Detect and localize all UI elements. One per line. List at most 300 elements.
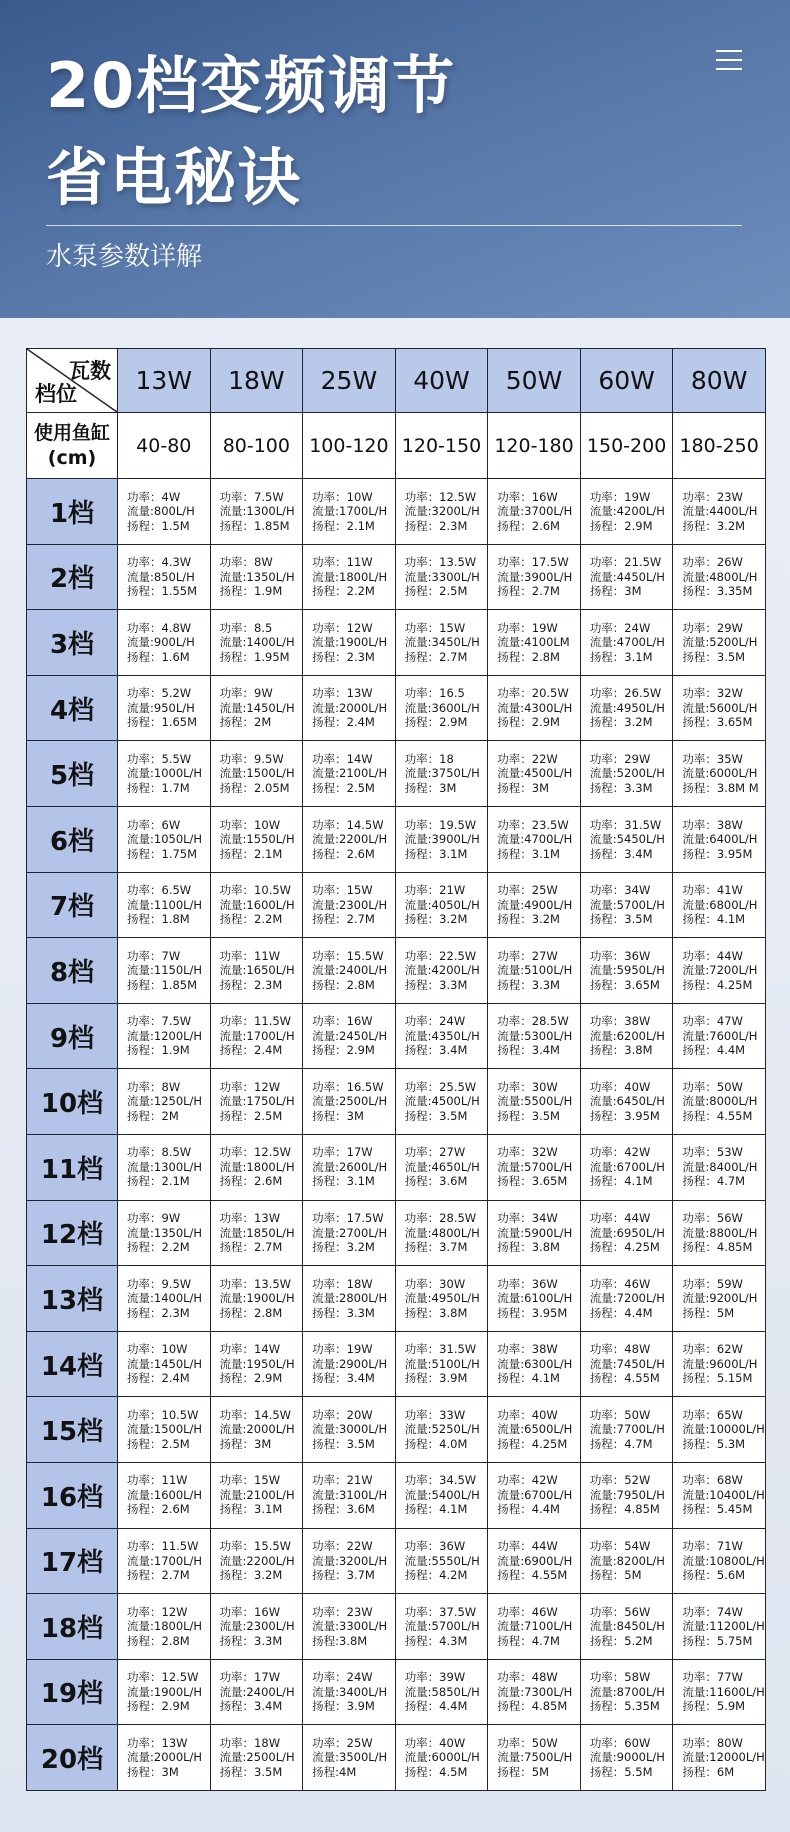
head-value: 扬程：4.7M — [682, 1174, 746, 1189]
flow-value: 流量:1950L/H — [219, 1356, 295, 1371]
flow-value: 流量:2500L/H — [312, 1094, 388, 1109]
power-value: 功率：12.5W — [404, 489, 477, 504]
head-value: 扬程：1.55M — [127, 584, 198, 599]
head-value: 扬程：3.1M — [219, 1502, 283, 1517]
gear-label: 8档 — [27, 938, 118, 1004]
flow-value: 流量:4900L/H — [497, 897, 573, 912]
power-value: 功率：5.5W — [127, 751, 192, 766]
head-value: 扬程：5.45M — [682, 1502, 753, 1517]
flow-value: 流量:2400L/H — [312, 963, 388, 978]
wattage-header-cell: 18W — [210, 349, 303, 413]
spec-cell — [395, 1331, 488, 1397]
flow-value: 流量:2100L/H — [312, 766, 388, 781]
spec-cell — [118, 1397, 211, 1463]
head-value: 扬程：5M — [682, 1305, 735, 1320]
head-value: 扬程：3.5M — [589, 912, 653, 927]
power-value: 功率：32W — [682, 686, 743, 701]
power-value: 功率：14.5W — [312, 817, 384, 832]
flow-value: 流量:1900L/H — [312, 635, 388, 650]
power-value: 功率：23W — [682, 489, 743, 504]
spec-cell — [673, 1659, 766, 1725]
head-value: 扬程：2.5M — [127, 1436, 190, 1451]
spec-cell — [210, 544, 303, 610]
power-value: 功率：46W — [589, 1276, 651, 1291]
head-value: 扬程：1.95M — [219, 649, 290, 664]
spec-cell — [395, 479, 488, 545]
flow-value: 流量:2450L/H — [312, 1028, 388, 1043]
flow-value: 流量:1450L/H — [127, 1356, 203, 1371]
flow-value: 流量:4500L/H — [497, 766, 573, 781]
power-value: 功率：9W — [219, 686, 273, 701]
spec-cell — [303, 938, 396, 1004]
head-value: 扬程：2.4M — [312, 715, 375, 730]
gear-row — [27, 938, 766, 1004]
power-value: 功率：40W — [497, 1407, 558, 1422]
spec-cell — [303, 1200, 396, 1266]
spec-cell — [580, 479, 673, 545]
flow-value: 流量:8200L/H — [589, 1553, 665, 1568]
spec-cell — [488, 1659, 581, 1725]
head-value: 扬程：3.3M — [219, 1633, 283, 1648]
power-value: 功率：33W — [404, 1407, 466, 1422]
head-value: 扬程:4M — [312, 1764, 357, 1779]
flow-value: 流量:2900L/H — [312, 1356, 388, 1371]
power-value: 功率：24W — [312, 1670, 373, 1685]
tank-size-cell: 120-150 — [395, 413, 488, 479]
power-value: 功率：16.5W — [312, 1079, 384, 1094]
power-value: 功率：34.5W — [404, 1473, 477, 1488]
gear-label: 1档 — [27, 479, 118, 545]
spec-cell — [580, 1331, 673, 1397]
spec-cell — [210, 872, 303, 938]
flow-value: 流量:5300L/H — [497, 1028, 573, 1043]
head-value: 扬程：3.6M — [404, 1174, 468, 1189]
flow-value: 流量:4400L/H — [682, 504, 758, 519]
flow-value: 流量:1400L/H — [219, 635, 295, 650]
flow-value: 流量:1800L/H — [219, 1159, 295, 1174]
flow-value: 流量:6700L/H — [589, 1159, 665, 1174]
head-value: 扬程：1.8M — [127, 912, 190, 927]
head-value: 扬程：1.65M — [127, 715, 198, 730]
head-value: 扬程：2.8M — [312, 977, 375, 992]
tank-size-cell: 120-180 — [488, 413, 581, 479]
head-value: 扬程：2.7M — [404, 649, 468, 664]
power-value: 功率：10.5W — [219, 883, 292, 898]
head-value: 扬程：3.2M — [589, 715, 653, 730]
power-value: 功率：25W — [312, 1735, 373, 1750]
spec-cell — [118, 1462, 211, 1528]
head-value: 扬程：1.7M — [127, 780, 190, 795]
spec-cell — [673, 872, 766, 938]
spec-cell — [303, 1134, 396, 1200]
head-value: 扬程：2.7M — [312, 912, 375, 927]
flow-value: 流量:5700L/H — [497, 1159, 573, 1174]
head-value: 扬程：3.1M — [404, 846, 468, 861]
gear-label: 15档 — [27, 1397, 118, 1463]
head-value: 扬程：4.1M — [589, 1174, 653, 1189]
spec-cell — [488, 1266, 581, 1332]
flow-value: 流量:1350L/H — [127, 1225, 203, 1240]
head-value: 扬程：3.4M — [404, 1043, 468, 1058]
head-value: 扬程：3M — [219, 1436, 272, 1451]
gear-label: 16档 — [27, 1462, 118, 1528]
spec-cell — [210, 806, 303, 872]
head-value: 扬程：4.4M — [589, 1305, 653, 1320]
spec-cell — [395, 1397, 488, 1463]
spec-cell — [210, 1659, 303, 1725]
spec-cell — [303, 1331, 396, 1397]
spec-cell — [118, 1200, 211, 1266]
flow-value: 流量:1300L/H — [219, 504, 295, 519]
head-value: 扬程：1.75M — [127, 846, 198, 861]
head-value: 扬程：2.7M — [497, 584, 560, 599]
spec-cell — [303, 1003, 396, 1069]
flow-value: 流量:3000L/H — [312, 1422, 388, 1437]
spec-cell — [673, 1266, 766, 1332]
pump-parameter-table — [26, 348, 766, 1791]
spec-cell — [210, 675, 303, 741]
flow-value: 流量:7200L/H — [682, 963, 758, 978]
head-value: 扬程：2.5M — [219, 1108, 283, 1123]
gear-row — [27, 1462, 766, 1528]
head-value: 扬程：2.8M — [219, 1305, 283, 1320]
head-value: 扬程：3.4M — [497, 1043, 560, 1058]
gear-row — [27, 1069, 766, 1135]
head-value: 扬程：4.7M — [589, 1436, 653, 1451]
power-value: 功率：9W — [127, 1211, 181, 1226]
flow-value: 流量:800L/H — [127, 504, 195, 519]
head-value: 扬程：3.2M — [312, 1240, 375, 1255]
power-value: 功率：20W — [312, 1407, 373, 1422]
spec-cell — [673, 1528, 766, 1594]
head-value: 扬程：3.95M — [589, 1108, 660, 1123]
spec-cell — [395, 1200, 488, 1266]
gear-row — [27, 1594, 766, 1660]
power-value: 功率：22W — [312, 1539, 373, 1554]
spec-cell — [118, 544, 211, 610]
head-value: 扬程：3.3M — [312, 1305, 375, 1320]
spec-cell — [580, 1725, 673, 1791]
power-value: 功率：10W — [219, 817, 281, 832]
power-value: 功率：24W — [404, 1014, 466, 1029]
spec-cell — [118, 1134, 211, 1200]
head-value: 扬程：2.9M — [127, 1699, 190, 1714]
spec-cell — [395, 1528, 488, 1594]
head-value: 扬程：3.5M — [312, 1436, 375, 1451]
gear-row — [27, 872, 766, 938]
flow-value: 流量:3900L/H — [497, 569, 573, 584]
head-value: 扬程：3.8M M — [682, 780, 759, 795]
flow-value: 流量:4650L/H — [404, 1159, 480, 1174]
power-value: 功率：34W — [497, 1211, 558, 1226]
head-value: 扬程：2.3M — [219, 977, 283, 992]
head-value: 扬程：1.9M — [219, 584, 283, 599]
power-value: 功率：18 — [404, 751, 454, 766]
spec-cell — [580, 544, 673, 610]
spec-cell — [395, 544, 488, 610]
power-value: 功率：60W — [589, 1735, 651, 1750]
head-value: 扬程：4.4M — [404, 1699, 468, 1714]
head-value: 扬程：2.4M — [127, 1371, 190, 1386]
power-value: 功率：13W — [312, 686, 373, 701]
power-value: 功率：44W — [589, 1211, 651, 1226]
power-value: 功率：50W — [682, 1079, 743, 1094]
flow-value: 流量:5100L/H — [404, 1356, 480, 1371]
spec-cell — [395, 1266, 488, 1332]
power-value: 功率：11W — [127, 1473, 188, 1488]
head-value: 扬程:3.8M — [312, 1633, 368, 1648]
power-value: 功率：31.5W — [404, 1342, 477, 1357]
power-value: 功率：30W — [404, 1276, 466, 1291]
head-value: 扬程：4.4M — [497, 1502, 560, 1517]
flow-value: 流量:5400L/H — [404, 1487, 480, 1502]
wattage-header-cell: 25W — [303, 349, 396, 413]
head-value: 扬程：3.7M — [404, 1240, 468, 1255]
head-value: 扬程：3.2M — [497, 912, 560, 927]
head-value: 扬程：3.1M — [497, 846, 560, 861]
head-value: 扬程：3.2M — [682, 518, 746, 533]
flow-value: 流量:2300L/H — [312, 897, 388, 912]
flow-value: 流量:1700L/H — [312, 504, 388, 519]
flow-value: 流量:11200L/H — [682, 1619, 765, 1634]
power-value: 功率：40W — [404, 1735, 466, 1750]
flow-value: 流量:9000L/H — [589, 1750, 665, 1765]
spec-cell — [488, 1069, 581, 1135]
flow-value: 流量:4800L/H — [404, 1225, 480, 1240]
head-value: 扬程：2.7M — [219, 1240, 283, 1255]
gear-row — [27, 479, 766, 545]
power-value: 功率：65W — [682, 1407, 743, 1422]
spec-cell — [395, 1003, 488, 1069]
flow-value: 流量:5950L/H — [589, 963, 665, 978]
power-value: 功率：14W — [312, 751, 373, 766]
power-value: 功率：44W — [682, 948, 743, 963]
gear-label: 13档 — [27, 1266, 118, 1332]
spec-cell — [488, 1134, 581, 1200]
spec-cell — [395, 610, 488, 676]
wattage-header-cell: 40W — [395, 349, 488, 413]
gear-label: 3档 — [27, 610, 118, 676]
spec-cell — [580, 741, 673, 807]
head-value: 扬程：2.9M — [589, 518, 653, 533]
gear-label: 14档 — [27, 1331, 118, 1397]
power-value: 功率：19.5W — [404, 817, 477, 832]
spec-cell — [118, 610, 211, 676]
spec-cell — [580, 1528, 673, 1594]
head-value: 扬程：5.5M — [589, 1764, 653, 1779]
spec-cell — [580, 1266, 673, 1332]
head-value: 扬程：5.35M — [589, 1699, 660, 1714]
flow-value: 流量:10400L/H — [682, 1487, 765, 1502]
flow-value: 流量:1600L/H — [219, 897, 295, 912]
head-value: 扬程：2.6M — [497, 518, 560, 533]
spec-cell — [395, 1725, 488, 1791]
head-value: 扬程：3.8M — [589, 1043, 653, 1058]
flow-value: 流量:2200L/H — [312, 832, 388, 847]
spec-cell — [488, 1200, 581, 1266]
power-value: 功率：15W — [404, 620, 466, 635]
corner-label-wattage: 瓦数 — [69, 359, 111, 383]
power-value: 功率：59W — [682, 1276, 743, 1291]
flow-value: 流量:8800L/H — [682, 1225, 758, 1240]
spec-cell — [673, 1003, 766, 1069]
head-value: 扬程：4.25M — [682, 977, 753, 992]
hero-subtitle: 水泵参数详解 — [46, 242, 203, 272]
gear-label: 20档 — [27, 1725, 118, 1791]
spec-cell — [673, 610, 766, 676]
spec-cell — [488, 1528, 581, 1594]
gear-row — [27, 1659, 766, 1725]
head-value: 扬程：3M — [497, 780, 549, 795]
flow-value: 流量:3600L/H — [404, 700, 480, 715]
power-value: 功率：27W — [497, 948, 558, 963]
power-value: 功率：34W — [589, 883, 651, 898]
power-value: 功率：7.5W — [127, 1014, 192, 1029]
flow-value: 流量:2200L/H — [219, 1553, 295, 1568]
spec-cell — [395, 806, 488, 872]
wattage-header-cell: 80W — [673, 349, 766, 413]
gear-row — [27, 1266, 766, 1332]
spec-cell — [303, 610, 396, 676]
corner-cell — [27, 349, 118, 413]
head-value: 扬程：3.3M — [589, 780, 653, 795]
spec-cell — [118, 1266, 211, 1332]
spec-cell — [118, 1331, 211, 1397]
head-value: 扬程：5.75M — [682, 1633, 753, 1648]
power-value: 功率：17.5W — [497, 555, 569, 570]
flow-value: 流量:3200L/H — [312, 1553, 388, 1568]
power-value: 功率：16.5 — [404, 686, 465, 701]
flow-value: 流量:1400L/H — [127, 1291, 203, 1306]
power-value: 功率：36W — [589, 948, 651, 963]
gear-label: 18档 — [27, 1594, 118, 1660]
power-value: 功率：54W — [589, 1539, 651, 1554]
power-value: 功率：44W — [497, 1539, 558, 1554]
head-value: 扬程：5.3M — [682, 1436, 746, 1451]
flow-value: 流量:6800L/H — [682, 897, 758, 912]
flow-value: 流量:4500L/H — [404, 1094, 480, 1109]
spec-cell — [395, 741, 488, 807]
gear-row — [27, 610, 766, 676]
power-value: 功率：36W — [404, 1539, 466, 1554]
spec-cell — [673, 1331, 766, 1397]
flow-value: 流量:6000L/H — [404, 1750, 480, 1765]
spec-cell — [580, 1397, 673, 1463]
spec-cell — [580, 1462, 673, 1528]
flow-value: 流量:7500L/H — [497, 1750, 573, 1765]
power-value: 功率：14.5W — [219, 1407, 292, 1422]
flow-value: 流量:2800L/H — [312, 1291, 388, 1306]
head-value: 扬程：3.9M — [404, 1371, 468, 1386]
power-value: 功率：39W — [404, 1670, 466, 1685]
head-value: 扬程：4.5M — [404, 1764, 468, 1779]
head-value: 扬程：3.4M — [312, 1371, 375, 1386]
head-value: 扬程：2.3M — [404, 518, 468, 533]
power-value: 功率：37.5W — [404, 1604, 477, 1619]
power-value: 功率：22W — [497, 751, 558, 766]
gear-row — [27, 1200, 766, 1266]
flow-value: 流量:2000L/H — [312, 700, 388, 715]
power-value: 功率：48W — [589, 1342, 651, 1357]
tank-size-cell: 40-80 — [118, 413, 211, 479]
spec-cell — [118, 1725, 211, 1791]
flow-value: 流量:1900L/H — [219, 1291, 295, 1306]
power-value: 功率：13W — [219, 1211, 281, 1226]
flow-value: 流量:900L/H — [127, 635, 195, 650]
head-value: 扬程：5.9M — [682, 1699, 746, 1714]
power-value: 功率：13W — [127, 1735, 188, 1750]
flow-value: 流量:3200L/H — [404, 504, 480, 519]
flow-value: 流量:2300L/H — [219, 1619, 295, 1634]
head-value: 扬程：1.9M — [127, 1043, 190, 1058]
power-value: 功率：19W — [497, 620, 558, 635]
gear-label: 6档 — [27, 806, 118, 872]
head-value: 扬程：2.1M — [219, 846, 283, 861]
spec-cell — [303, 675, 396, 741]
power-value: 功率：22.5W — [404, 948, 477, 963]
gear-label: 4档 — [27, 675, 118, 741]
head-value: 扬程：3.65M — [497, 1174, 568, 1189]
gear-row — [27, 675, 766, 741]
head-value: 扬程：5M — [497, 1764, 549, 1779]
power-value: 功率：15.5W — [219, 1539, 292, 1554]
spec-cell — [673, 544, 766, 610]
spec-cell — [118, 1659, 211, 1725]
power-value: 功率：35W — [682, 751, 743, 766]
tank-size-row — [27, 413, 766, 479]
flow-value: 流量:7600L/H — [682, 1028, 758, 1043]
power-value: 功率：28.5W — [404, 1211, 477, 1226]
hero-banner — [0, 0, 790, 318]
head-value: 扬程：4.2M — [404, 1568, 468, 1583]
power-value: 功率：16W — [219, 1604, 281, 1619]
flow-value: 流量:5450L/H — [589, 832, 665, 847]
menu-icon[interactable] — [716, 50, 742, 70]
head-value: 扬程：1.6M — [127, 649, 190, 664]
flow-value: 流量:1750L/H — [219, 1094, 295, 1109]
spec-cell — [395, 872, 488, 938]
spec-cell — [210, 1003, 303, 1069]
flow-value: 流量:2000L/H — [219, 1422, 295, 1437]
head-value: 扬程：3.5M — [219, 1764, 283, 1779]
head-value: 扬程：4.1M — [404, 1502, 468, 1517]
head-value: 扬程：1.85M — [219, 518, 290, 533]
gear-row — [27, 1397, 766, 1463]
spec-cell — [118, 741, 211, 807]
flow-value: 流量:1000L/H — [127, 766, 203, 781]
head-value: 扬程：2.5M — [312, 780, 375, 795]
gear-row — [27, 806, 766, 872]
spec-cell — [303, 741, 396, 807]
head-value: 扬程：3.95M — [682, 846, 753, 861]
flow-value: 流量:6000L/H — [682, 766, 758, 781]
spec-cell — [303, 1266, 396, 1332]
spec-cell — [488, 1725, 581, 1791]
power-value: 功率：56W — [682, 1211, 743, 1226]
flow-value: 流量:1900L/H — [127, 1684, 203, 1699]
flow-value: 流量:2500L/H — [219, 1750, 295, 1765]
gear-row — [27, 1528, 766, 1594]
power-value: 功率：50W — [497, 1735, 558, 1750]
wattage-header-row — [27, 349, 766, 413]
power-value: 功率：56W — [589, 1604, 651, 1619]
power-value: 功率：15.5W — [312, 948, 384, 963]
gear-row — [27, 1331, 766, 1397]
spec-cell — [488, 1003, 581, 1069]
head-value: 扬程：4.3M — [404, 1633, 468, 1648]
power-value: 功率：80W — [682, 1735, 743, 1750]
spec-cell — [580, 1200, 673, 1266]
